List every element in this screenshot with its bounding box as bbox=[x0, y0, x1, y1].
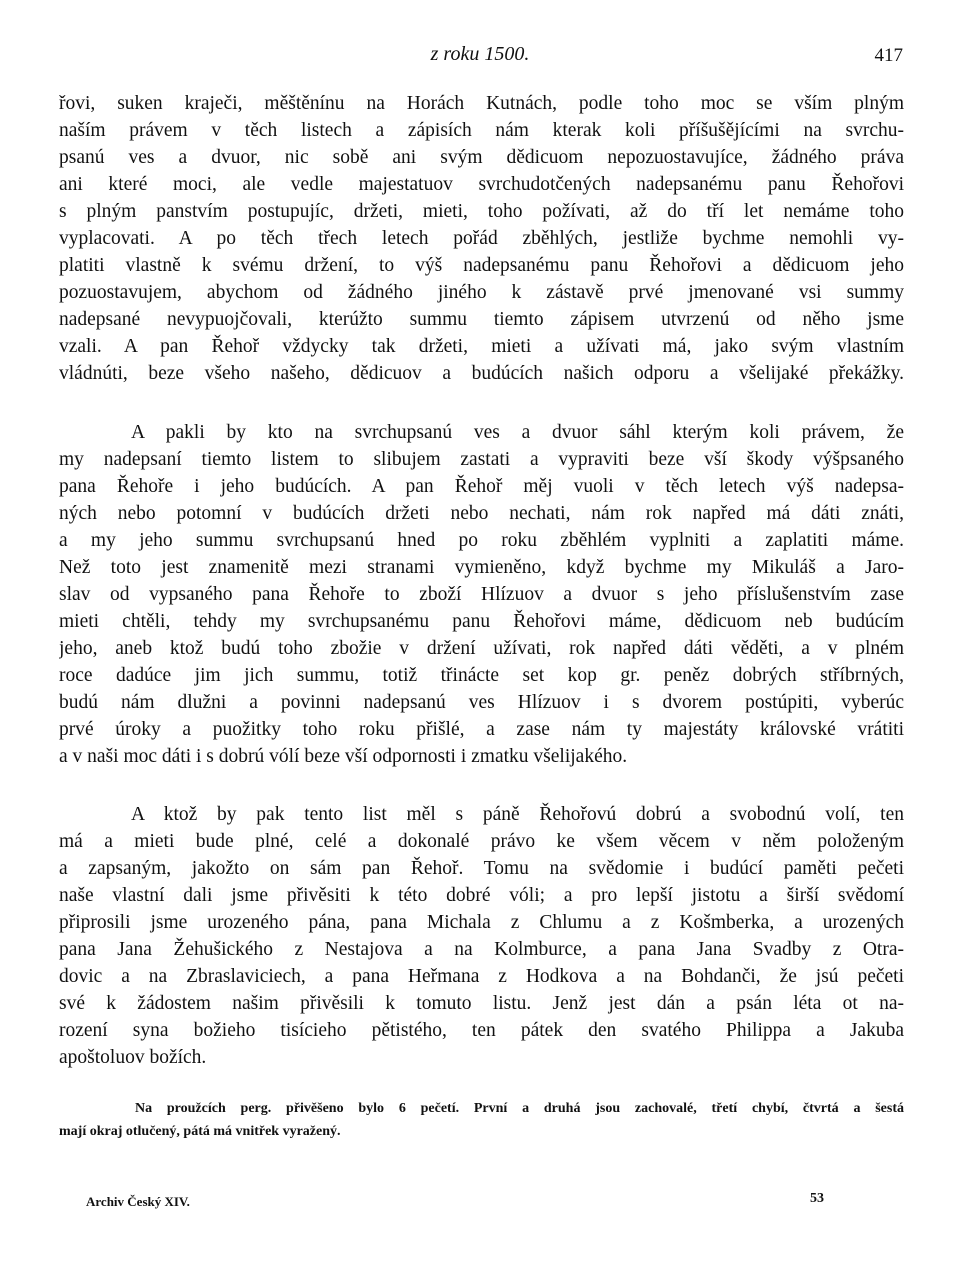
text-line: platiti vlastně k svému držení, to výš nadepsanému panu Řehořovi a dědicuom jeho bbox=[59, 255, 904, 276]
text-line: řovi, suken kraječi, měštěnínu na Horách Kutnách, podle toho moc se vším plným bbox=[59, 93, 904, 114]
text-line: nadepsané nevypuojčovali, kterúžto summu tiemto zápisem utvrzenú od něho jsme bbox=[59, 309, 904, 330]
text-line: Než toto jest znamenitě mezi stranami vymieněno, když bychme my Mikuláš a Jaro- bbox=[59, 557, 904, 578]
text-line: vzali. A pan Řehoř vždycky tak držeti, mieti a užívati má, jako svým vlastním bbox=[59, 336, 904, 357]
text-line: a zapsaným, jakožto on sám pan Řehoř. Tomu na svědomie i budúcí paměti pečeti bbox=[59, 858, 904, 879]
text-line: budú nám dlužni a povinni nadepsanú ves Hlízuov i s dvorem postúpiti, vyberúc bbox=[59, 692, 904, 713]
text-line: vyplacovati. A po těch třech letech pořád zběhlých, jestliže bychme nemohli vy- bbox=[59, 228, 904, 249]
footnote-line: Na proužcích perg. přivěšeno bylo 6 pečetí. První a druhá jsou zachovalé, třetí chybí, čtvrtá a šestá bbox=[135, 1101, 904, 1116]
paragraph-2 bbox=[59, 419, 904, 770]
page-number: 417 bbox=[874, 45, 903, 66]
text-line: roce dadúce jim jich summu, totiž třinácte set kop gr. peněz dobrých stříbrných, bbox=[59, 665, 904, 686]
text-line: připrosili jsme urozeného pána, pana Michala z Chlumu a z Košmberka, a urozených bbox=[59, 912, 904, 933]
text-line: prvé úroky a puožitky toho roku přišlé, a zase nám ty majestáty královské vrátiti bbox=[59, 719, 904, 740]
text-line: A ktož by pak tento list měl s páně Řehořovú dobrú a svobodnú volí, ten bbox=[131, 804, 904, 825]
text-line: mieti chtěli, tehdy my svrchupsanému panu Řehořovi máme, dědicuom neb budúcím bbox=[59, 611, 904, 632]
running-title: z roku 1500. bbox=[430, 43, 530, 65]
text-line: pana Jana Žehušického z Nestajova a na Kolmburce, a pana Jana Svadby z Otra- bbox=[59, 939, 904, 960]
text-line: naše vlastní dali jsme přivěsiti k této dobré vóli; a pro lepší jistotu a širší svědomí bbox=[59, 885, 904, 906]
text-line: má a mieti bude plné, celé a dokonalé právo ke všem věcem v něm položeným bbox=[59, 831, 904, 852]
text-line: jeho, aneb ktož budú toho zbožie v držení užívati, rok napřed dáti věděti, a v plném bbox=[59, 638, 904, 659]
text-line: vládnúti, beze všeho našeho, dědicuov a budúcích našich odporu a všelijaké překážky. bbox=[59, 363, 904, 384]
paragraph-1 bbox=[59, 90, 904, 387]
text-line: dovic a na Zbraslaviciech, a pana Heřmana z Hodkova a na Bohdanči, že jsú pečeti bbox=[59, 966, 904, 987]
text-line: naším právem v těch listech a zápisích nám kterak koli příšušějícími na svrchu- bbox=[59, 120, 904, 141]
text-line: rození syna božieho tisícieho pětistého, ten pátek den svatého Philippa a Jakuba bbox=[59, 1020, 904, 1041]
text-line: pana Řehoře i jeho budúcích. A pan Řehoř měj vuoli v těch letech výš nadepsa- bbox=[59, 476, 904, 497]
text-line: pozuostavujem, abychom od žádného jiného k zástavě prvé jmenované vsi summy bbox=[59, 282, 904, 303]
text-line: s plným panstvím postupujíc, držeti, mieti, toho požívati, až do tří let nemáme toho bbox=[59, 201, 904, 222]
footer-signature: 53 bbox=[810, 1191, 824, 1206]
text-line: psanú ves a dvuor, nic sobě ani svým dědicuom nepozuostavujíce, žádného práva bbox=[59, 147, 904, 168]
paragraph-3 bbox=[59, 801, 904, 1071]
footer-source: Archiv Český XIV. bbox=[86, 1194, 190, 1209]
text-line: své k žádostem našim přivěsili k tomuto listu. Jenž jest dán a psán léta ot na- bbox=[59, 993, 904, 1014]
text-line: a v naši moc dáti i s dobrú vólí beze vší odpornosti i zmatku všelijakého. bbox=[59, 746, 628, 767]
footnote-line: mají okraj otlučený, pátá má vnitřek vyražený. bbox=[59, 1124, 341, 1139]
footnote bbox=[59, 1097, 904, 1143]
text-line: ani které moci, ale vedle majestatuov svrchudotčených nadepsanému panu Řehořovi bbox=[59, 174, 904, 195]
text-line: apoštoluov božích. bbox=[59, 1047, 207, 1068]
text-line: A pakli by kto na svrchupsanú ves a dvuor sáhl kterým koli právem, že bbox=[131, 422, 904, 443]
text-line: slav od vypsaného pana Řehoře to zboží Hlízuov a dvuor s jeho příslušenstvím zase bbox=[59, 584, 904, 605]
text-line: ných nebo potomní v budúcích držeti nebo nechati, nám rok napřed má dáti znáti, bbox=[59, 503, 904, 524]
text-line: my nadepsaní tiemto listem to slibujem zastati a vypraviti beze vší škody výšpsaného bbox=[59, 449, 904, 470]
text-line: a my jeho summu svrchupsanú hned po roku zběhlém vyplniti a zaplatiti máme. bbox=[59, 530, 904, 551]
